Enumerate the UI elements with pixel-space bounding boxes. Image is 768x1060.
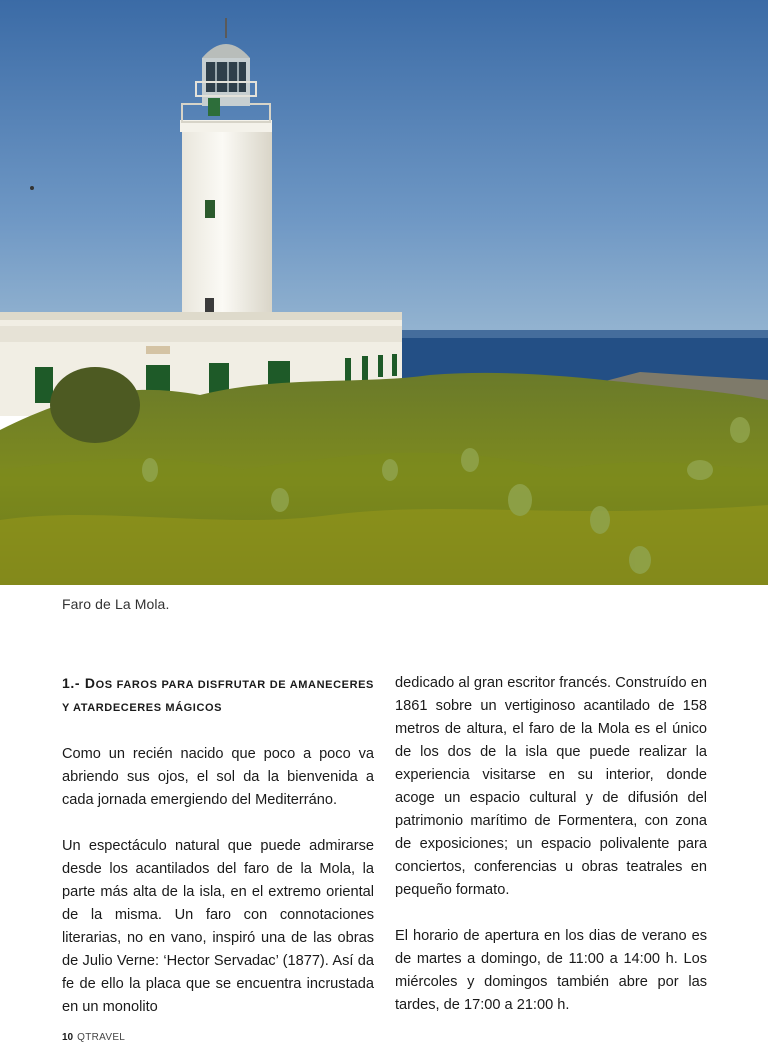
photo-caption: Faro de La Mola. [62,596,170,612]
article-heading [62,672,374,720]
article-column-left [62,672,374,1042]
heading-rest: OS FAROS PARA DISFRUTAR DE AMANECERES Y ATARDECERES MÁGICOS [62,679,374,714]
heading-lead: 1.- D [62,675,96,691]
article-column-right [395,672,707,1040]
paragraph: dedicado al gran escritor francés. Construído en 1861 sobre un vertiginoso acantilado de 158 metros de altura, el faro de la Mola es el único de los dos de la isla que puede realizar la experiencia visitarse en su interior, donde acoge un espacio cultural y de difusión del patrimonio marítimo de Formentera, con zona de exposiciones; un espacio polivalente para conciertos, conferencias u obras teatrales en pequeño formato. [395,675,707,898]
paragraph: Un espectáculo natural que puede admirarse desde los acantilados del faro de la Mola, la parte más alta de la isla, en el extremo oriental de la misma. Un faro con connotaciones literarias, no en vano, inspiró una de las obras de Julio Verne: ‘Hector Servadac’ (1877). Así da fe de ello la placa que se encuentra incrustada en un monolito [62,838,374,1015]
paragraph: Como un recién nacido que poco a poco va abriendo sus ojos, el sol da la bienvenida a cada jornada emergiendo del Mediterráno. [62,746,374,808]
paragraph: El horario de apertura en los dias de verano es de martes a domingo, de 11:00 a 14:00 h. Los miércoles y domingos también abre por las tardes, de 17:00 a 21:00 h. [395,928,707,1013]
page-footer [62,1032,125,1043]
sky [0,0,768,360]
page-number: 10 [62,1032,74,1043]
magazine-brand: QTRAVEL [77,1032,126,1043]
shrub [50,367,140,443]
